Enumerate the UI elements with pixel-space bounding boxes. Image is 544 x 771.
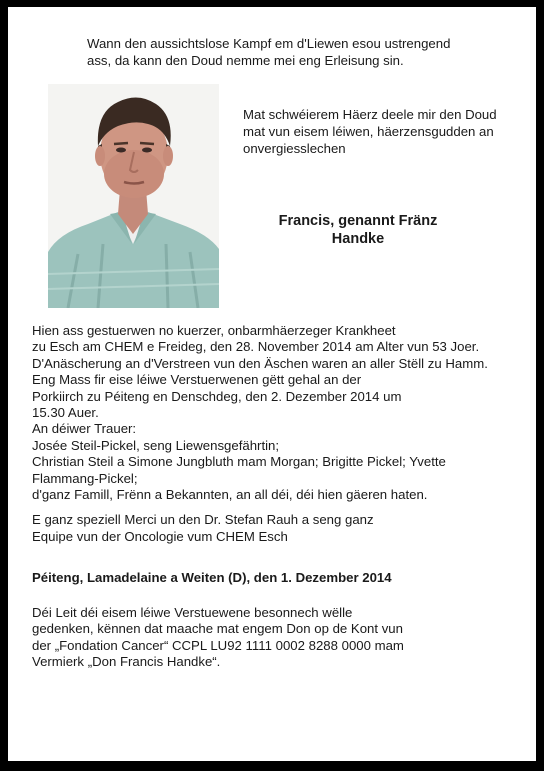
intro-quote bbox=[87, 35, 507, 69]
deceased-name-line: Handke bbox=[331, 231, 385, 247]
body-line: 15.30 Auer. bbox=[32, 405, 99, 421]
portrait-photo bbox=[48, 84, 219, 308]
condolence-line: onvergiesslechen bbox=[243, 141, 346, 156]
body-line: Christian Steil a Simone Jungbluth mam Morgan; Brigitte Pickel; Yvette bbox=[32, 454, 446, 470]
donation-line: Déi Leit déi eisem léiwe Verstuewene besonnech wëlle bbox=[32, 605, 353, 620]
donation-line: Vermierk „Don Francis Handke“. bbox=[32, 654, 221, 670]
obituary-notice bbox=[8, 7, 536, 761]
deceased-name-line: Francis, genannt Fränz bbox=[278, 213, 438, 229]
body-line: An déiwer Trauer: bbox=[32, 421, 137, 437]
thanks-line: Equipe vun der Oncologie vum CHEM Esch bbox=[32, 529, 288, 544]
body-line: zu Esch am CHEM e Freideg, den 28. November 2014 am Alter vun 53 Joer. bbox=[32, 339, 480, 355]
body-line: Flammang-Pickel; bbox=[32, 470, 138, 486]
obituary-body bbox=[32, 323, 532, 503]
deceased-name bbox=[243, 212, 473, 248]
place-date: Péiteng, Lamadelaine a Weiten (D), den 1. Dezember 2014 bbox=[32, 570, 392, 585]
intro-line: Wann den aussichtslose Kampf em d'Liewen esou ustrengend bbox=[87, 36, 451, 51]
body-line: Porkiirch zu Péiteng en Denschdeg, den 2. Dezember 2014 um bbox=[32, 388, 402, 404]
donation-line: gedenken, kënnen dat maache mat engem Don op de Kont vun bbox=[32, 621, 403, 637]
donation-line: der „Fondation Cancer“ CCPL LU92 1111 0002 8288 0000 mam bbox=[32, 637, 404, 653]
body-line: d'ganz Famill, Frënn a Bekannten, an all déi, déi hien gäeren haten. bbox=[32, 487, 428, 503]
intro-line: ass, da kann den Doud nemme mei eng Erleisung sin. bbox=[87, 53, 404, 68]
body-line: Eng Mass fir eise léiwe Verstuerwenen gëtt gehal an der bbox=[32, 372, 362, 388]
thanks-text bbox=[32, 511, 532, 545]
condolence-text bbox=[243, 106, 533, 157]
body-line: D'Anäscherung an d'Verstreen vun den Äschen waren an aller Stëll zu Hamm. bbox=[32, 355, 488, 371]
condolence-line: mat vun eisem léiwen, häerzensgudden an bbox=[243, 124, 494, 139]
thanks-line: E ganz speziell Merci un den Dr. Stefan Rauh a seng ganz bbox=[32, 512, 374, 527]
portrait-image bbox=[48, 84, 219, 308]
body-line: Josée Steil-Pickel, seng Liewensgefährtin; bbox=[32, 437, 280, 453]
body-line: Hien ass gestuerwen no kuerzer, onbarmhäerzeger Krankheet bbox=[32, 323, 396, 338]
condolence-line: Mat schwéierem Häerz deele mir den Doud bbox=[243, 107, 497, 122]
donation-text bbox=[32, 605, 532, 671]
